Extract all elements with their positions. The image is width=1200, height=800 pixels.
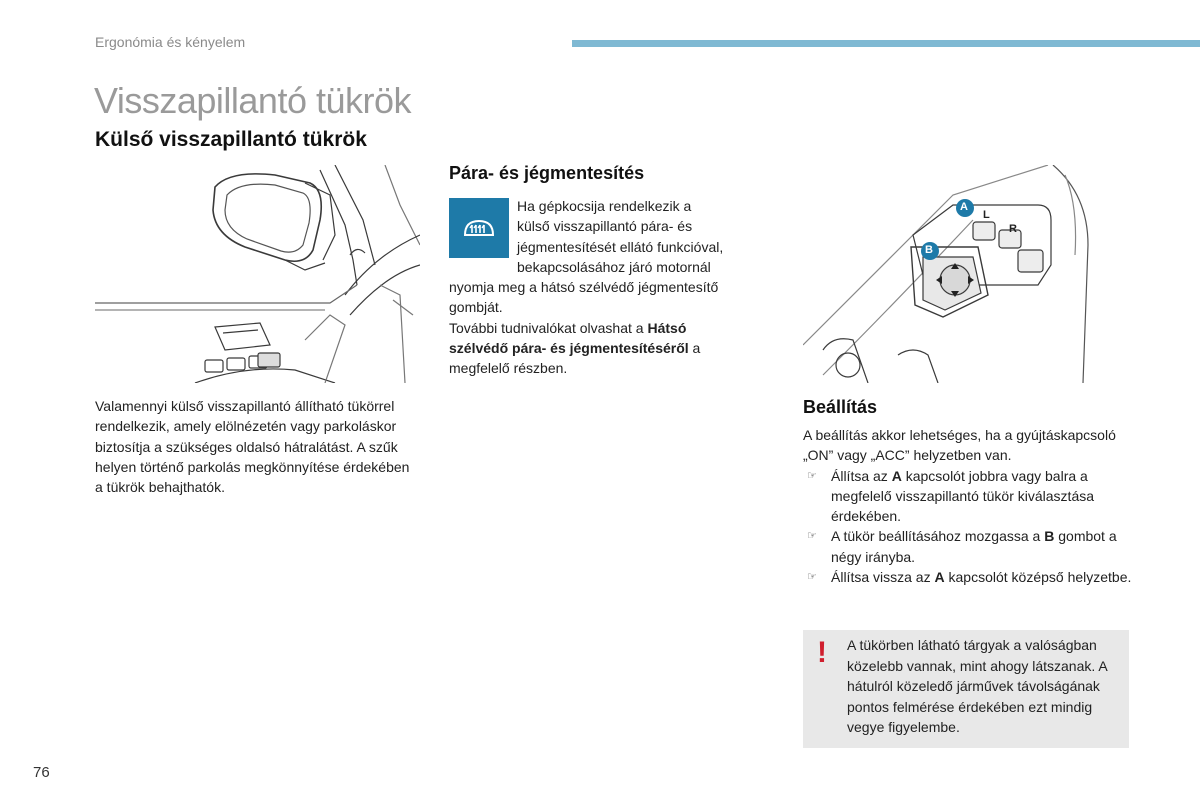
demisting-heading: Pára- és jégmentesítés [449,163,645,183]
section-header: Ergonómia és kényelem [95,34,246,50]
header-accent-bar [572,40,1200,47]
page-number: 76 [33,764,50,781]
pointing-hand-icon: ☞ [807,571,817,584]
label-b: B [925,244,933,256]
warning-box [803,630,1129,748]
intro-text: Valamennyi külső visszapillantó állítható tükörrel rendelkezik, amely elölnézetén vagy parkoláskor biztosítja a szükséges oldalsó hátralátást. A szűk helyen történő parkolás megkönnyítése érdekében a tükrök behajthatók. [95,398,410,496]
demisting-line: bekapcsolásához járó motornál [517,258,711,275]
mirror-switch-illustration [803,165,1128,383]
demisting-more [449,318,749,379]
adjustment-text [803,425,1133,587]
demisting-more-link: Hátsó szélvédő pára- és jégmentesítéséről [449,319,689,357]
page-title: Visszapillantó tükrök [94,80,411,121]
adjustment-heading: Beállítás [803,397,878,417]
adjustment-step: ☞ Állítsa az A kapcsolót jobbra vagy balra a megfelelő visszapillantó tükör kiválasztása érdekében. [807,467,1095,525]
page-subtitle: Külső visszapillantó tükrök [95,128,367,151]
adjustment-step: ☞ A tükör beállításához mozgassa a B gombot a négy irányba. [807,528,1117,565]
demisting-line: külső visszapillantó pára- és [517,218,693,235]
warning-icon: ! [817,636,827,669]
door-mirror-illustration [95,165,420,383]
demisting-text [449,196,749,379]
warning-text: A tükörben látható tárgyak a valóságban közelebb vannak, mint ahogy látszanak. A hátulról közeledő járművek távolságának pontos felmérése érdekében ezt mindig vegye figyelembe. [847,637,1107,735]
demisting-more-suffix: a megfelelő részben. [449,340,701,377]
demisting-line: Ha gépkocsija rendelkezik a [517,198,692,214]
demisting-more-prefix: További tudnivalókat olvashat a [449,319,648,336]
demisting-line: jégmentesítését ellátó funkcióval, [517,238,724,255]
label-a: A [960,201,968,213]
pointing-hand-icon: ☞ [807,469,817,482]
adjustment-step: ☞ Állítsa vissza az A kapcsolót középső helyzetbe. [803,567,1133,587]
label-r: R [1009,223,1017,235]
label-l: L [983,209,990,221]
demisting-body: nyomja meg a hátsó szélvédő jégmentesítő gombját. [449,279,719,316]
adjustment-intro: A beállítás akkor lehetséges, ha a gyújtáskapcsoló „ON” vagy „ACC” helyzetben van. [803,427,1116,464]
pointing-hand-icon: ☞ [807,530,817,543]
